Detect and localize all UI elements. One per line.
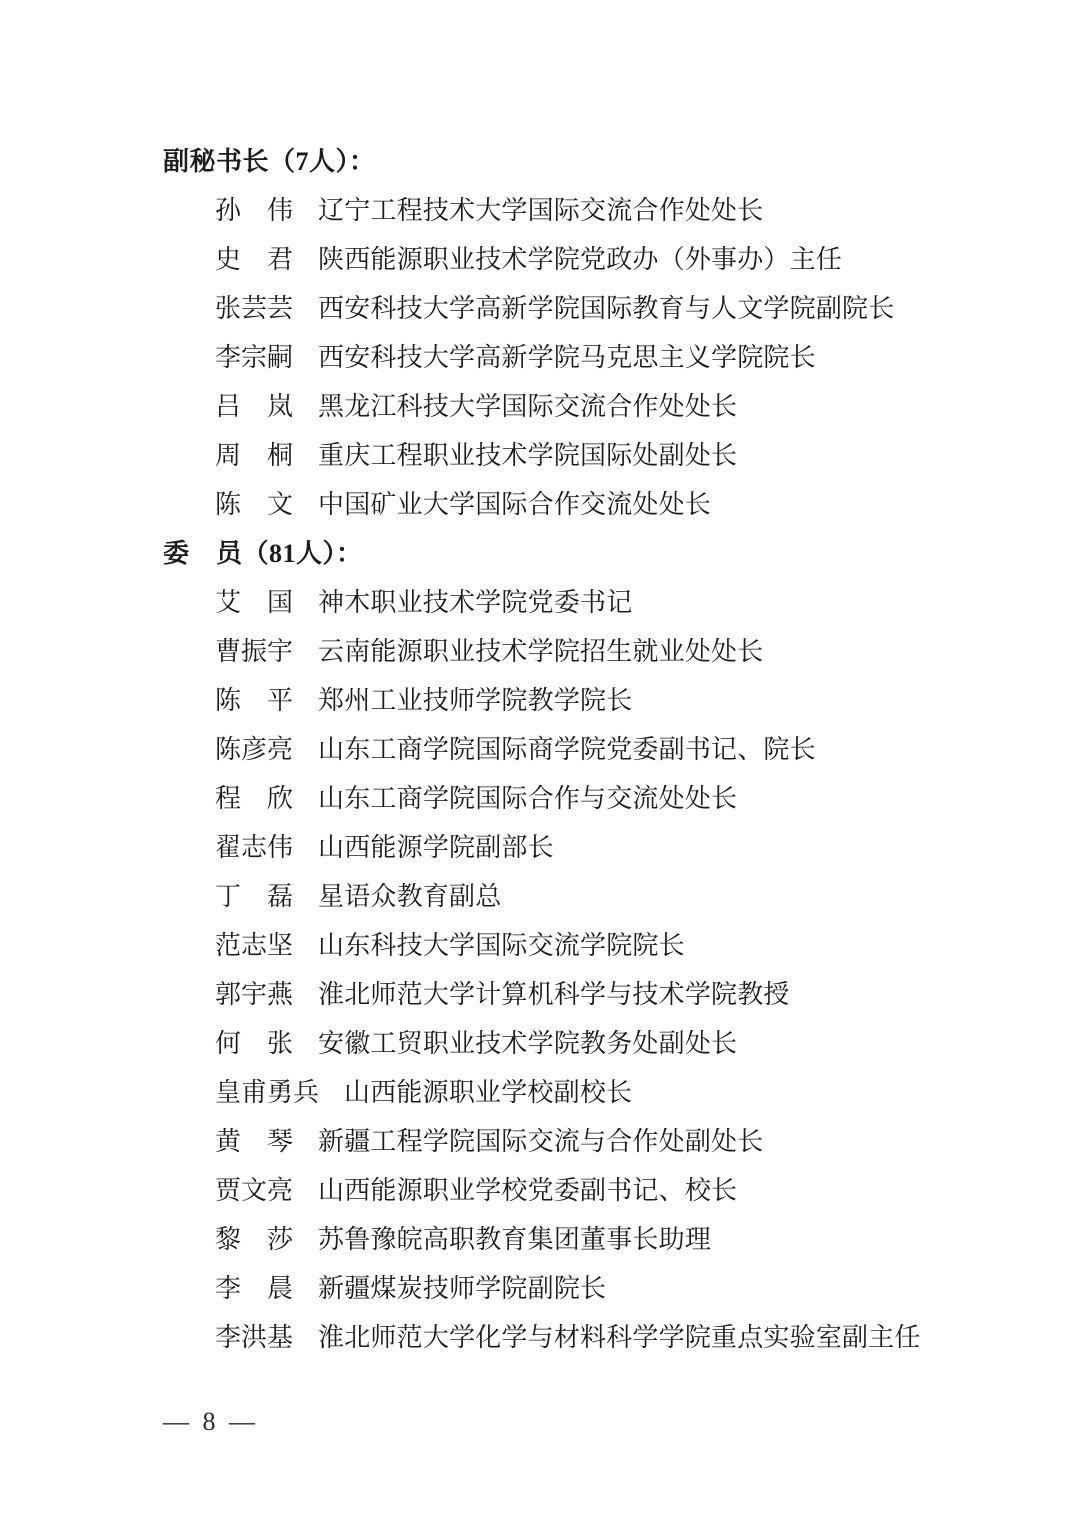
member-title: 西安科技大学高新学院国际教育与人文学院副院长 bbox=[318, 294, 895, 323]
member-name: 程 欣 bbox=[215, 784, 294, 813]
member-row bbox=[0, 774, 1080, 823]
member-row bbox=[0, 627, 1080, 676]
member-row bbox=[0, 284, 1080, 333]
member-row bbox=[0, 872, 1080, 921]
member-name: 陈彦亮 bbox=[215, 735, 294, 764]
member-title: 淮北师范大学化学与材料科学学院重点实验室副主任 bbox=[318, 1323, 921, 1352]
member-row bbox=[0, 235, 1080, 284]
member-name: 翟志伟 bbox=[215, 833, 294, 862]
member-title: 山西能源职业学校党委副书记、校长 bbox=[318, 1176, 738, 1205]
member-row bbox=[0, 1068, 1080, 1117]
member-name: 艾 国 bbox=[215, 588, 294, 617]
member-row bbox=[0, 1215, 1080, 1264]
member-title: 星语众教育副总 bbox=[318, 882, 502, 911]
member-name: 李洪基 bbox=[215, 1323, 294, 1352]
member-title: 西安科技大学高新学院马克思主义学院院长 bbox=[318, 343, 816, 372]
member-name: 张芸芸 bbox=[215, 294, 294, 323]
member-row bbox=[0, 382, 1080, 431]
member-name: 史 君 bbox=[215, 245, 294, 274]
member-name: 吕 岚 bbox=[215, 392, 294, 421]
member-row bbox=[0, 1313, 1080, 1362]
section-heading-committee-members: 委 员（81人）： bbox=[163, 539, 363, 568]
member-title: 山东工商学院国际商学院党委副书记、院长 bbox=[318, 735, 816, 764]
member-row bbox=[0, 1264, 1080, 1313]
member-name: 曹振宇 bbox=[215, 637, 294, 666]
member-title: 陕西能源职业技术学院党政办（外事办）主任 bbox=[318, 245, 843, 274]
member-title: 苏鲁豫皖高职教育集团董事长助理 bbox=[318, 1225, 712, 1254]
member-title: 新疆工程学院国际交流与合作处副处长 bbox=[318, 1127, 764, 1156]
member-title: 山东科技大学国际交流学院院长 bbox=[318, 931, 685, 960]
member-row bbox=[0, 1019, 1080, 1068]
member-title: 淮北师范大学计算机科学与技术学院教授 bbox=[318, 980, 790, 1009]
member-name: 孙 伟 bbox=[215, 196, 294, 225]
page-number: — 8 — bbox=[163, 1407, 255, 1436]
member-row bbox=[0, 186, 1080, 235]
member-name: 陈 文 bbox=[215, 490, 294, 519]
member-name: 黎 莎 bbox=[215, 1225, 294, 1254]
member-name: 周 桐 bbox=[215, 441, 294, 470]
member-title: 山东工商学院国际合作与交流处处长 bbox=[318, 784, 738, 813]
member-row bbox=[0, 1166, 1080, 1215]
member-row bbox=[0, 921, 1080, 970]
member-title: 新疆煤炭技师学院副院长 bbox=[318, 1274, 607, 1303]
member-name: 郭宇燕 bbox=[215, 980, 294, 1009]
member-title: 重庆工程职业技术学院国际处副处长 bbox=[318, 441, 738, 470]
member-row bbox=[0, 676, 1080, 725]
member-row bbox=[0, 578, 1080, 627]
member-name: 陈 平 bbox=[215, 686, 294, 715]
member-name: 李宗嗣 bbox=[215, 343, 294, 372]
member-row bbox=[0, 1117, 1080, 1166]
member-title: 山西能源职业学校副校长 bbox=[344, 1078, 633, 1107]
member-title: 神木职业技术学院党委书记 bbox=[318, 588, 633, 617]
member-title: 黑龙江科技大学国际交流合作处处长 bbox=[318, 392, 738, 421]
member-title: 辽宁工程技术大学国际交流合作处处长 bbox=[318, 196, 764, 225]
member-name: 范志坚 bbox=[215, 931, 294, 960]
member-row bbox=[0, 725, 1080, 774]
member-row bbox=[0, 970, 1080, 1019]
member-name: 何 张 bbox=[215, 1029, 294, 1058]
member-title: 安徽工贸职业技术学院教务处副处长 bbox=[318, 1029, 738, 1058]
member-name: 丁 磊 bbox=[215, 882, 294, 911]
member-title: 云南能源职业技术学院招生就业处处长 bbox=[318, 637, 764, 666]
member-row bbox=[0, 823, 1080, 872]
member-title: 山西能源学院副部长 bbox=[318, 833, 554, 862]
member-name: 李 晨 bbox=[215, 1274, 294, 1303]
member-title: 郑州工业技师学院教学院长 bbox=[318, 686, 633, 715]
member-list bbox=[0, 137, 1080, 1362]
member-row bbox=[0, 480, 1080, 529]
member-row bbox=[0, 431, 1080, 480]
member-row bbox=[0, 333, 1080, 382]
member-name: 黄 琴 bbox=[215, 1127, 294, 1156]
member-title: 中国矿业大学国际合作交流处处长 bbox=[318, 490, 712, 519]
member-name: 贾文亮 bbox=[215, 1176, 294, 1205]
member-name: 皇甫勇兵 bbox=[215, 1078, 320, 1107]
section-heading-deputy-secretary-general: 副秘书长（7人）： bbox=[163, 147, 376, 176]
